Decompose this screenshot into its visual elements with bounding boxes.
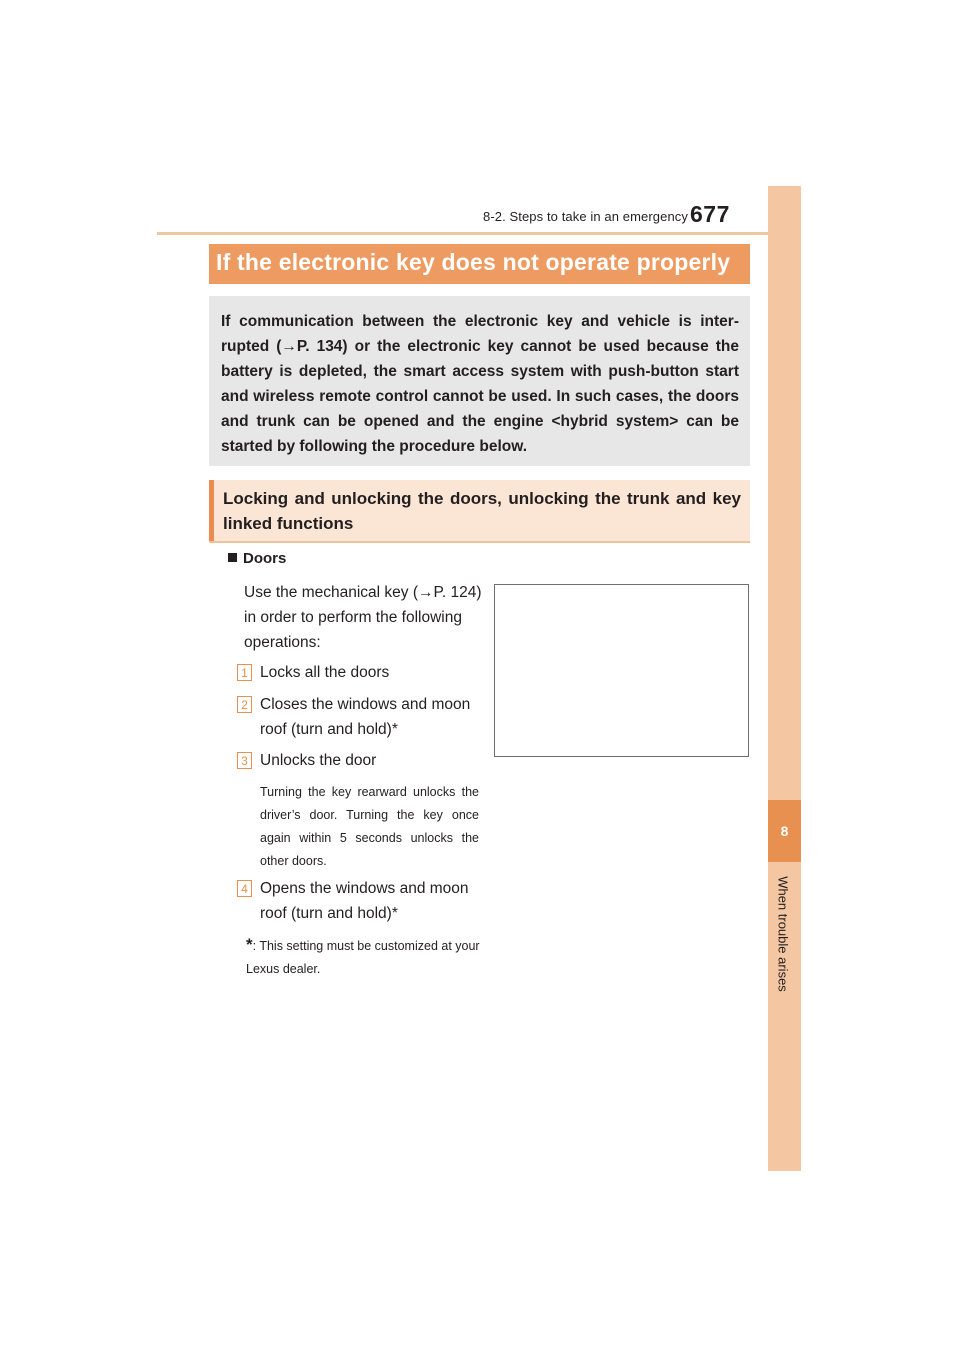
footnote: [246, 933, 480, 981]
header-section-title: 8-2. Steps to take in an emergency: [482, 209, 688, 224]
illustration-frame: [494, 584, 749, 757]
step-2: [260, 692, 482, 742]
doors-heading: [228, 550, 286, 567]
step-4-text: Opens the windows and moon roof (turn and hold)*: [260, 880, 469, 922]
subsection-accent: [209, 480, 214, 541]
step-2-text: Closes the windows and moon roof (turn and hold)*: [260, 696, 471, 738]
intro-text: If communication between the electronic key and vehicle is inter-rupted (→P. 134) or the electronic key cannot be used because the battery is depleted, the smart access system with push-button start and wireless remote control cannot be used. In such cases, the doors and trunk can be opened and the engine <hybrid system> can be started by following the procedure below.: [221, 313, 739, 455]
step-badge-3: 3: [237, 752, 252, 769]
footnote-text: : This setting must be customized at your Lexus dealer.: [246, 939, 480, 976]
step-3-note: Turning the key rearward unlocks the driver’s door. Turning the key once again within 5 seconds unlocks the other doors.: [260, 785, 479, 868]
footnote-marker: *: [246, 935, 253, 954]
step-3: [260, 748, 482, 773]
square-bullet-icon: [228, 553, 237, 562]
step-badge-1: 1: [237, 664, 252, 681]
step-1: [260, 660, 482, 685]
doors-intro-text: Use the mechanical key (→P. 124) in order to perform the following operations:: [244, 584, 482, 651]
chapter-number-tab: 8: [768, 800, 801, 862]
chapter-side-tab: [768, 186, 801, 1171]
section-title-bar: [209, 244, 750, 284]
step-1-text: Locks all the doors: [260, 664, 390, 681]
subsection-title: Locking and unlocking the doors, unlocking the trunk and key linked functions: [223, 489, 741, 533]
step-badge-2: 2: [237, 696, 252, 713]
chapter-label: [760, 870, 806, 1000]
page-number: 677: [690, 201, 730, 227]
doors-intro: [244, 580, 482, 655]
doors-heading-text: Doors: [243, 550, 287, 567]
intro-box: [209, 296, 750, 466]
step-badge-4: 4: [237, 880, 252, 897]
subsection-title-bar: [209, 480, 750, 543]
step-4: [260, 876, 482, 926]
step-3-text: Unlocks the door: [260, 752, 377, 769]
header-divider: [157, 232, 799, 235]
chapter-label-text: When trouble arises: [775, 876, 791, 992]
section-title: If the electronic key does not operate properly: [216, 249, 731, 275]
